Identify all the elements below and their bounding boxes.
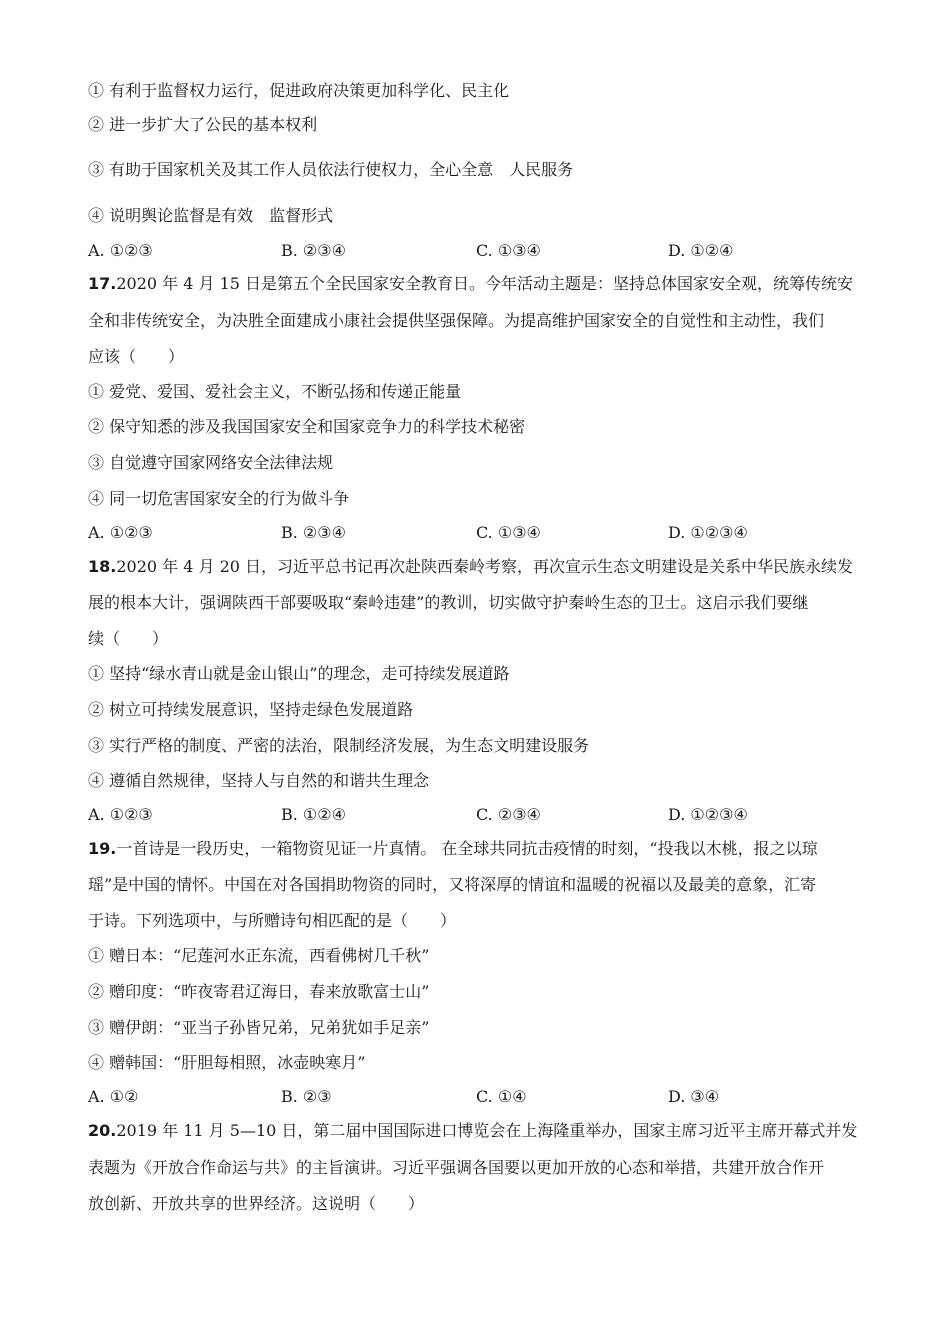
- q19-stem-line-1: [88, 838, 818, 860]
- q20-stem-text-1: 2019 年 11 月 5—10 日，第二届中国国际进口博览会在上海隆重举办，国家主席习近平主席开幕式并发: [116, 1121, 858, 1140]
- q17-item-1: ① 爱党、爱国、爱社会主义，不断弘扬和传递正能量: [88, 382, 462, 401]
- q16-option-b: B. ②③④: [281, 241, 346, 260]
- q18-item-2: ② 树立可持续发展意识，坚持走绿色发展道路: [88, 700, 414, 719]
- q18-stem-line-1: [88, 556, 853, 578]
- q20-stem-line-2: 表题为《开放合作命运与共》的主旨演讲。习近平强调各国要以更加开放的心态和举措，共建开放合作开: [88, 1158, 825, 1177]
- q16-item-3: ③ 有助于国家机关及其工作人员依法行使权力，全心全意 人民服务: [88, 160, 574, 179]
- q18-stem-text-1: 2020 年 4 月 20 日，习近平总书记再次赴陕西秦岭考察，再次宣示生态文明建设是关系中华民族永续发: [116, 557, 854, 576]
- q19-stem-line-3: 于诗。下列选项中，与所赠诗句相匹配的是（ ）: [88, 911, 457, 930]
- q17-option-c: C. ①③④: [476, 523, 541, 542]
- q17-option-d: D. ①②③④: [668, 523, 748, 542]
- q16-option-a: A. ①②③: [88, 241, 153, 260]
- q20-number: 20.: [88, 1121, 117, 1140]
- q18-option-a: A. ①②③: [88, 805, 153, 824]
- q19-item-2: ② 赠印度：“昨夜寄君辽海日，春来放歌富士山”: [88, 982, 430, 1001]
- q18-item-4: ④ 遵循自然规律，坚持人与自然的和谐共生理念: [88, 771, 430, 790]
- q19-option-c: C. ①④: [476, 1087, 527, 1106]
- q17-stem-line-2: 全和非传统安全，为决胜全面建成小康社会提供坚强保障。为提高维护国家安全的自觉性和主动性，我们: [88, 311, 825, 330]
- q17-option-a: A. ①②③: [88, 523, 153, 542]
- q18-option-c: C. ②③④: [476, 805, 541, 824]
- q19-option-b: B. ②③: [281, 1087, 332, 1106]
- q18-number: 18.: [88, 557, 117, 576]
- q19-item-1: ① 赠日本：“尼莲河水正东流，西看佛树几千秋”: [88, 946, 430, 965]
- q19-option-a: A. ①②: [88, 1087, 139, 1106]
- q17-item-4: ④ 同一切危害国家安全的行为做斗争: [88, 489, 350, 508]
- q17-stem-text-1: 2020 年 4 月 15 日是第五个全民国家安全教育日。今年活动主题是：坚持总体国家安全观，统筹传统安: [116, 274, 854, 293]
- q17-stem-line-1: [88, 273, 853, 295]
- q19-option-d: D. ③④: [668, 1087, 720, 1106]
- q20-stem-line-3: 放创新、开放共享的世界经济。这说明（ ）: [88, 1194, 425, 1213]
- q19-item-4: ④ 赠韩国：“肝胆每相照，冰壶映寒月”: [88, 1053, 366, 1072]
- q18-option-d: D. ①②③④: [668, 805, 748, 824]
- q16-option-c: C. ①③④: [476, 241, 541, 260]
- q20-stem-line-1: [88, 1120, 857, 1142]
- q18-item-1: ① 坚持“绿水青山就是金山银山”的理念，走可持续发展道路: [88, 664, 510, 683]
- q16-item-1: ① 有利于监督权力运行，促进政府决策更加科学化、民主化: [88, 81, 510, 100]
- q17-stem-line-3: 应该（ ）: [88, 347, 185, 366]
- q17-item-2: ② 保守知悉的涉及我国国家安全和国家竞争力的科学技术秘密: [88, 417, 526, 436]
- q17-option-b: B. ②③④: [281, 523, 346, 542]
- q18-stem-line-3: 续（ ）: [88, 629, 169, 648]
- q18-stem-line-2: 展的根本大计，强调陕西干部要吸取“秦岭违建”的教训，切实做守护秦岭生态的卫士。这启示我们要继: [88, 593, 809, 612]
- q16-option-d: D. ①②④: [668, 241, 734, 260]
- q19-number: 19.: [88, 839, 117, 858]
- q17-item-3: ③ 自觉遵守国家网络安全法律法规: [88, 453, 334, 472]
- q19-item-3: ③ 赠伊朗：“亚当子孙皆兄弟，兄弟犹如手足亲”: [88, 1018, 430, 1037]
- q16-item-2: ② 进一步扩大了公民的基本权利: [88, 115, 318, 134]
- q17-number: 17.: [88, 274, 117, 293]
- q19-stem-text-1: 一首诗是一段历史，一箱物资见证一片真情。 在全球共同抗击疫情的时刻，“投我以木桃，报之以琼: [116, 839, 818, 858]
- q16-item-4: ④ 说明舆论监督是有效 监督形式: [88, 206, 334, 225]
- q19-stem-line-2: 瑶”是中国的情怀。中国在对各国捐助物资的同时，又将深厚的情谊和温暖的祝福以及最美的意象，汇寄: [88, 875, 817, 894]
- q18-option-b: B. ①②④: [281, 805, 346, 824]
- q18-item-3: ③ 实行严格的制度、严密的法治，限制经济发展，为生态文明建设服务: [88, 736, 590, 755]
